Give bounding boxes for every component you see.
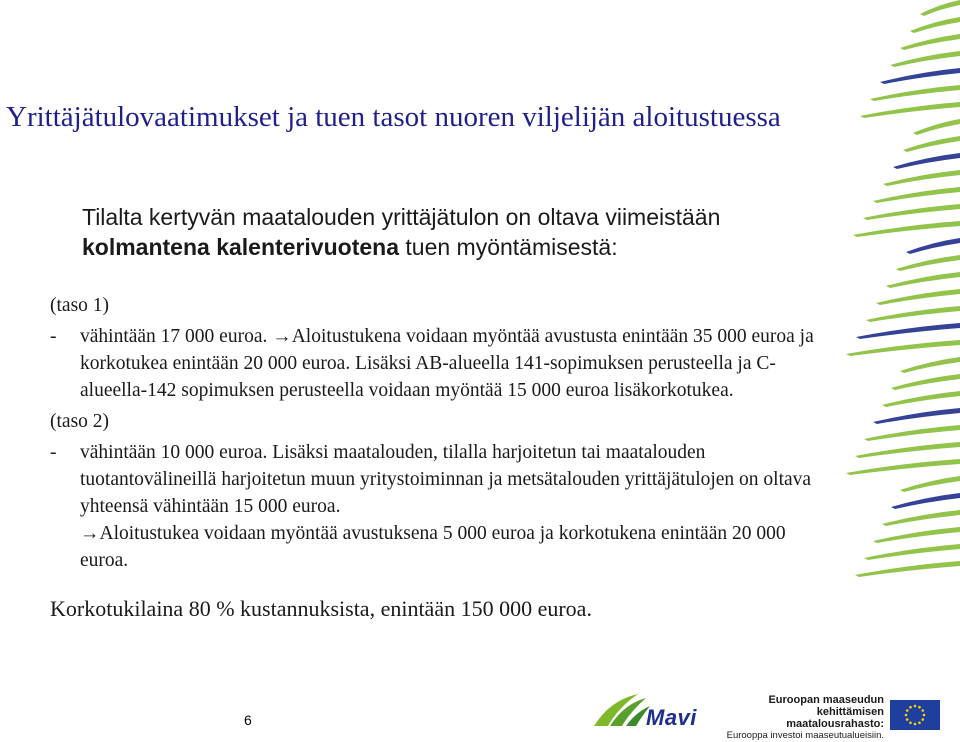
decorative-stripe xyxy=(893,153,960,169)
page-number: 6 xyxy=(244,712,252,728)
eu-star xyxy=(906,718,909,721)
decorative-stripe xyxy=(906,238,960,254)
eu-star xyxy=(914,723,917,726)
eu-star xyxy=(909,721,912,724)
intro-text xyxy=(82,202,722,262)
intro-bold: kolmantena kalenterivuotena xyxy=(82,234,399,260)
decorative-stripe xyxy=(856,323,960,339)
eu-line3: Eurooppa investoi maaseutualueisiin. xyxy=(726,730,884,741)
eu-funding-text xyxy=(716,694,884,742)
decorative-stripe xyxy=(900,357,960,373)
decorative-stripe xyxy=(890,51,960,67)
eu-star xyxy=(921,709,924,712)
eu-flag-icon xyxy=(890,700,940,730)
eu-star xyxy=(905,714,908,717)
decorative-stripe xyxy=(873,408,960,424)
slide-title: Yrittäjätulovaatimukset ja tuen tasot nuoren viljelijän aloitustuessa xyxy=(6,101,781,133)
decorative-stripe xyxy=(853,221,960,237)
decorative-stripe xyxy=(913,119,960,135)
eu-star xyxy=(923,714,926,717)
eu-star xyxy=(918,721,921,724)
level1-text: vähintään 17 000 euroa. →Aloitustukena voidaan myöntää avustusta enintään 35 000 euroa ja korkotukea enintään 20 000 euroa. Lisäksi AB-alueella 141-sopimuksen perusteella ja C-alueella-142 sopimuksen perusteella voidaan myöntää 15 000 euroa lisäkorkotukea. xyxy=(80,326,814,401)
decorative-stripe xyxy=(873,187,960,203)
decorative-stripe xyxy=(846,459,960,475)
decorative-stripe xyxy=(886,272,960,288)
decorative-stripe xyxy=(882,391,960,407)
eu-star xyxy=(914,705,917,708)
decorative-stripe xyxy=(860,102,960,118)
level2-text: vähintään 10 000 euroa. Lisäksi maatalouden, tilalla harjoitetun tai maatalouden tuotantovälineillä harjoitetun muun yritystoiminnan ja metsätalouden yrittäjätulojen on oltava yhteensä vähintään 15 000 euroa. xyxy=(80,442,812,517)
decorative-stripe xyxy=(900,476,960,492)
eu-star xyxy=(906,709,909,712)
decorative-stripe xyxy=(882,510,960,526)
decorative-stripe xyxy=(896,255,960,271)
decorative-stripe xyxy=(864,544,960,560)
decorative-stripe xyxy=(910,17,960,33)
decorative-stripe xyxy=(891,493,960,509)
level1-label: (taso 1) xyxy=(50,295,110,316)
decorative-stripe xyxy=(900,34,960,50)
decorative-stripes xyxy=(825,0,960,600)
level2-label: (taso 2) xyxy=(50,411,110,432)
decorative-stripe xyxy=(855,442,960,458)
eu-line1: Euroopan maaseudun xyxy=(768,694,884,706)
loan-text: Korkotukilaina 80 % kustannuksista, enintään 150 000 euroa. xyxy=(50,596,592,621)
decorative-stripe xyxy=(883,170,960,186)
level2-arrow-text: →Aloitustukea voidaan myöntää avustuksena 5 000 euroa ja korkotukena enintään 20 000 euroa. xyxy=(80,523,786,571)
level2-item xyxy=(50,439,830,520)
level1-item xyxy=(50,323,830,404)
decorative-stripe xyxy=(863,204,960,220)
decorative-stripe xyxy=(846,340,960,356)
eu-star xyxy=(921,718,924,721)
eu-star xyxy=(909,706,912,709)
eu-star xyxy=(918,706,921,709)
intro-text-part2: tuen myöntämisestä: xyxy=(399,234,618,260)
mavi-logo-text: Mavi xyxy=(646,705,697,730)
dash-marker: - xyxy=(50,442,57,463)
decorative-stripe xyxy=(866,306,960,322)
dash-marker: - xyxy=(50,326,57,347)
eu-flag-background xyxy=(890,700,940,730)
decorative-stripe xyxy=(903,136,960,152)
decorative-stripe xyxy=(880,68,960,84)
decorative-stripe xyxy=(873,527,960,543)
decorative-stripe xyxy=(876,289,960,305)
content-body xyxy=(50,292,830,574)
decorative-stripe xyxy=(855,561,960,577)
eu-line2: kehittämisen maatalousrahasto: xyxy=(786,706,884,730)
intro-text-part1: Tilalta kertyvän maatalouden yrittäjätulon on oltava viimeistään xyxy=(82,204,721,230)
decorative-stripe xyxy=(891,374,960,390)
decorative-stripe xyxy=(864,425,960,441)
decorative-stripe xyxy=(870,85,960,101)
decorative-stripe xyxy=(920,0,960,16)
